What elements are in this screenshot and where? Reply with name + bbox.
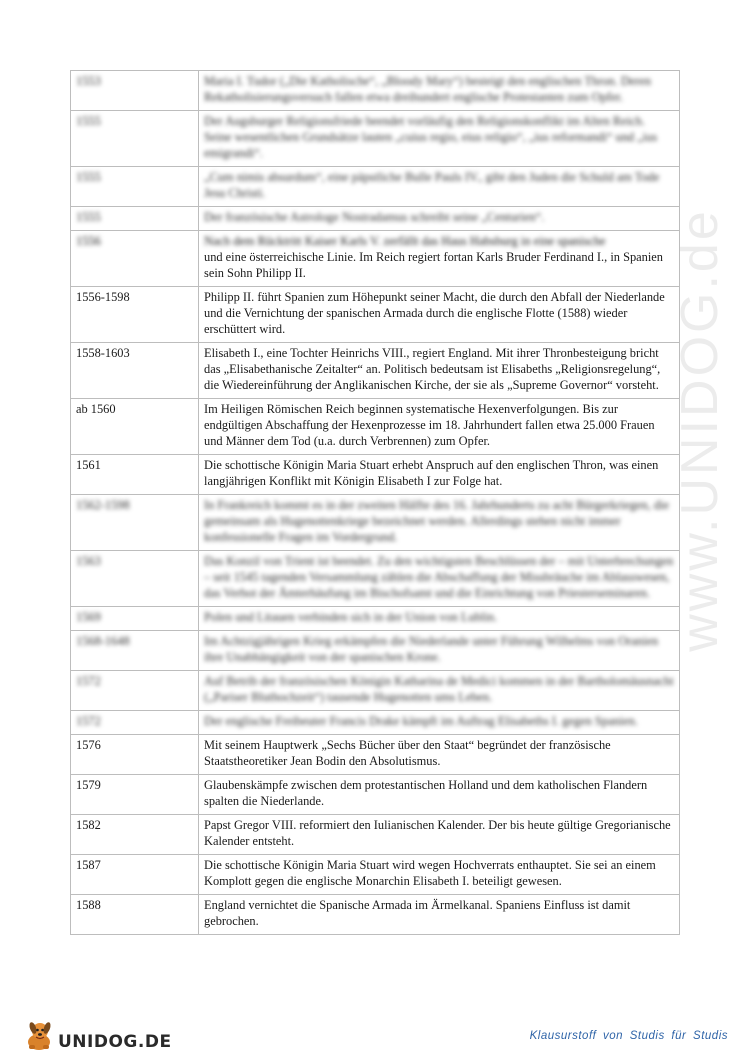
table-row [71,207,680,231]
event-cell: Papst Gregor VIII. reformiert den Iulianischen Kalender. Der bis heute gültige Gregorianische Kalender entsteht. [199,815,680,855]
event-cell: Maria I. Tudor („Die Katholische“, „Bloody Mary“) besteigt den englischen Thron. Deren Rekatholisierungsversuch fallen etwa dreihundert englische Protestanten zum Opfer. [199,71,680,111]
year-cell: 1572 [71,711,199,735]
year-cell: 1572 [71,671,199,711]
table-row [71,399,680,455]
event-cell: Auf Betrib der französischen Königin Katharina de Medici kommen in der Bartholomäusnacht („Pariser Bluthochzeit“) tausende Hugenotten ums Leben. [199,671,680,711]
event-cell: Mit seinem Hauptwerk „Sechs Bücher über den Staat“ begründet der französische Staatstheoretiker Jean Bodin den Absolutismus. [199,735,680,775]
event-cell: Der französische Astrologe Nostradamus schreibt seine „Centurien“. [199,207,680,231]
event-cell: Der englische Freibeuter Francis Drake kämpft im Auftrag Elisabeths I. gegen Spanien. [199,711,680,735]
timeline-table [70,70,680,935]
event-cell: Die schottische Königin Maria Stuart wird wegen Hochverrats enthauptet. Sie sei an einem Komplott gegen die englische Monarchin Elisabeth I. beteiligt gewesen. [199,855,680,895]
table-row [71,607,680,631]
table-row [71,455,680,495]
year-cell: 1555 [71,111,199,167]
year-cell: 1562-1598 [71,495,199,551]
year-cell: 1553 [71,71,199,111]
table-row [71,287,680,343]
table-row [71,551,680,607]
year-cell: 1568-1648 [71,631,199,671]
year-cell: 1563 [71,551,199,607]
watermark-text: www.UNIDOG.de [671,208,729,652]
year-cell: 1588 [71,895,199,935]
dog-icon [22,1018,56,1052]
table-row [71,167,680,207]
event-cell: Glaubenskämpfe zwischen dem protestantischen Holland und dem katholischen Flandern spalten die Niederlande. [199,775,680,815]
event-cell [199,231,680,287]
footer-logo [22,1018,172,1052]
event-cell: England vernichtet die Spanische Armada im Ärmelkanal. Spaniens Einfluss ist damit gebrochen. [199,895,680,935]
table-row [71,815,680,855]
table-row [71,71,680,111]
year-cell: 1556-1598 [71,287,199,343]
year-cell: 1555 [71,207,199,231]
table-row [71,343,680,399]
event-cell: Die schottische Königin Maria Stuart erhebt Anspruch auf den englischen Thron, was einen langjährigen Konflikt mit Königin Elisabeth I zur Folge hat. [199,455,680,495]
table-row [71,855,680,895]
event-cell: Der Augsburger Religionsfriede beendet vorläufig den Religionskonflikt im Alten Reich. Seine wesentlichen Grundsätze lauten „cuius regio, eius religio“, „ius reformandi“ und „ius emigrandi“. [199,111,680,167]
year-cell: 1587 [71,855,199,895]
event-cell: Philipp II. führt Spanien zum Höhepunkt seiner Macht, die durch den Abfall der Niederlande und die Vernichtung der spanischen Armada durch die englische Flotte (1588) wieder erschüttert wird. [199,287,680,343]
year-cell: 1558-1603 [71,343,199,399]
table-row [71,775,680,815]
event-cell: Im Achtzigjährigen Krieg erkämpfen die Niederlande unter Führung Wilhelms von Oranien ihre Unabhängigkeit von der spanischen Krone. [199,631,680,671]
event-cell: Polen und Litauen verbinden sich in der Union von Lublin. [199,607,680,631]
event-text-blurred: Nach dem Rücktritt Kaiser Karls V. zerfällt das Haus Habsburg in eine spanische [204,234,606,248]
year-cell: 1569 [71,607,199,631]
year-cell: 1579 [71,775,199,815]
event-cell: Das Konzil von Trient ist beendet. Zu den wichtigsten Beschlüssen der – mit Unterbrechungen – seit 1545 tagenden Versammlung zählen die Abschaffung der Missbräuche im Ablasswesen, das Verbot der Ämterhäufung im Bischofsamt und die Einrichtung von Priesterseminaren. [199,551,680,607]
footer-tagline: Klausurstoff von Studis für Studis [529,1030,728,1042]
event-text: und eine österreichische Linie. Im Reich regiert fortan Karls Bruder Ferdinand I., in Spanien sein Sohn Philipp II. [204,250,663,280]
table-row [71,711,680,735]
year-cell: 1582 [71,815,199,855]
timeline-body [71,71,680,935]
year-cell: 1555 [71,167,199,207]
event-cell: Im Heiligen Römischen Reich beginnen systematische Hexenverfolgungen. Bis zur endgültigen Abschaffung der Hexenprozesse im 18. Jahrhundert fallen etwa 25.000 Frauen und Männer dem Tod (u.a. durch Verbrennen) zum Opfer. [199,399,680,455]
event-cell: Elisabeth I., eine Tochter Heinrichs VIII., regiert England. Mit ihrer Thronbesteigung bricht das „Elisabethanische Zeitalter“ an. Politisch bedeutsam ist Elisabeths „Religionsregelung“, die Wiedereinführung der Anglikanischen Kirche, der sie als „Supreme Governor“ vorsteht. [199,343,680,399]
table-row [71,671,680,711]
table-row [71,631,680,671]
event-cell: „Cum nimis absurdum“, eine päpstliche Bulle Pauls IV., gibt den Juden die Schuld am Tode Jesu Christi. [199,167,680,207]
year-cell: 1576 [71,735,199,775]
table-row [71,895,680,935]
event-cell: In Frankreich kommt es in der zweiten Hälfte des 16. Jahrhunderts zu acht Bürgerkriegen, die gemeinsam als Hugenottenkriege bezeichnet werden. Allerdings stehen nicht immer konfessionelle Fragen im Vordergrund. [199,495,680,551]
logo-text: UNIDOG.DE [58,1032,172,1052]
table-row [71,111,680,167]
table-row [71,495,680,551]
year-cell: 1561 [71,455,199,495]
year-cell: ab 1560 [71,399,199,455]
table-row [71,735,680,775]
year-cell: 1556 [71,231,199,287]
table-row [71,231,680,287]
